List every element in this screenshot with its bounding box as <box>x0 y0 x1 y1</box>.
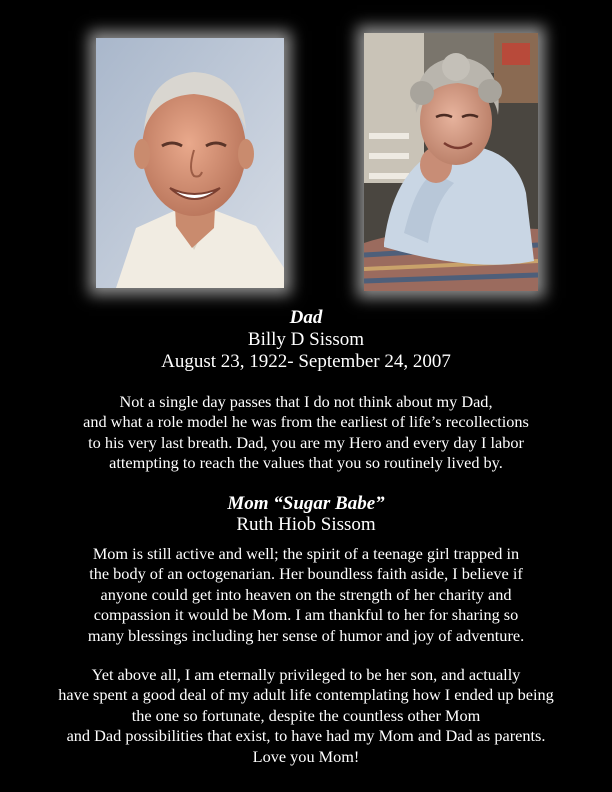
mom-heading: Mom “Sugar Babe” <box>227 493 385 514</box>
dad-tribute-line: to his very last breath. Dad, you are my Hero and every day I labor <box>88 432 524 452</box>
mom-tribute-line: Mom is still active and well; the spirit of a teenage girl trapped in <box>92 544 520 563</box>
dad-portrait-illustration <box>96 38 284 288</box>
dad-tribute-line: Not a single day passes that I do not think about my Dad, <box>119 392 493 411</box>
mom-tribute-line: many blessings including her sense of humor and joy of adventure. <box>87 625 525 645</box>
closing-paragraph <box>0 665 612 767</box>
dad-tribute-line: attempting to reach the values that you so routinely lived by. <box>109 453 503 473</box>
mom-tribute-line: compassion it would be Mom. I am thankful to her for sharing so <box>93 605 519 625</box>
mom-tribute-line: anyone could get into heaven on the strength of her charity and <box>100 584 512 604</box>
closing-line: Yet above all, I am eternally privileged to be her son, and actually <box>91 665 521 684</box>
mom-name: Ruth Hiob Sissom <box>236 514 376 535</box>
closing-line: the one so fortunate, despite the countless other Mom <box>131 705 481 725</box>
closing-line: and Dad possibilities that exist, to have had my Mom and Dad as parents. <box>66 726 546 746</box>
dad-tribute <box>0 392 612 474</box>
closing-line: Love you Mom! <box>252 746 360 766</box>
mom-portrait-illustration <box>364 33 538 291</box>
mom-tribute <box>0 544 612 646</box>
mom-photo <box>364 33 538 291</box>
dad-tribute-line: and what a role model he was from the earliest of life’s recollections <box>83 412 529 432</box>
dad-dates: August 23, 1922- September 24, 2007 <box>161 351 451 372</box>
dad-photo <box>96 38 284 288</box>
closing-line: have spent a good deal of my adult life contemplating how I ended up being <box>58 685 554 705</box>
dad-heading: Dad <box>289 307 323 328</box>
mom-tribute-line: the body of an octogenarian. Her boundless faith aside, I believe if <box>89 564 523 584</box>
dad-name: Billy D Sissom <box>247 329 365 350</box>
